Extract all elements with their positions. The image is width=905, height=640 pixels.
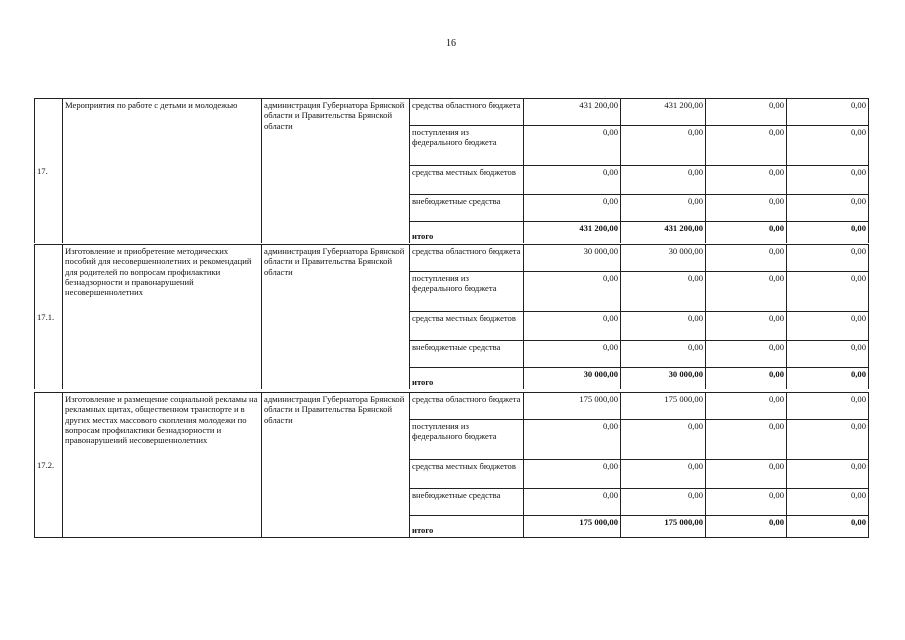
- funding-source: внебюджетные средства: [409, 194, 523, 221]
- amount-cell: 0,00: [786, 311, 869, 340]
- funding-source: средства областного бюджета: [409, 98, 523, 125]
- amount-cell: 0,00: [786, 515, 869, 538]
- section-number: 17.1.: [34, 244, 62, 389]
- page-number: 16: [446, 38, 456, 49]
- amount-cell: 431 200,00: [523, 98, 620, 125]
- section-number: 17.2.: [34, 392, 62, 538]
- funding-source: поступления из федерального бюджета: [409, 125, 523, 165]
- amount-cell: 0,00: [523, 311, 620, 340]
- amount-cell: 0,00: [620, 125, 705, 165]
- amount-cell: 0,00: [786, 125, 869, 165]
- amount-cell: 0,00: [786, 367, 869, 389]
- amount-cell: 0,00: [523, 340, 620, 367]
- funding-source: средства местных бюджетов: [409, 311, 523, 340]
- amount-cell: 0,00: [786, 392, 869, 419]
- executor-name: администрация Губернатора Брянской области и Правительства Брянской области: [261, 98, 409, 243]
- amount-cell: 0,00: [620, 340, 705, 367]
- amount-cell: 0,00: [523, 125, 620, 165]
- amount-cell: 0,00: [786, 271, 869, 311]
- amount-cell: 0,00: [523, 271, 620, 311]
- amount-cell: 431 200,00: [620, 221, 705, 243]
- amount-cell: 0,00: [523, 459, 620, 488]
- total-label: итого: [409, 515, 523, 538]
- amount-cell: 0,00: [620, 488, 705, 515]
- amount-cell: 175 000,00: [523, 515, 620, 538]
- amount-cell: 0,00: [786, 459, 869, 488]
- amount-cell: 0,00: [705, 459, 786, 488]
- amount-cell: 0,00: [705, 221, 786, 243]
- funding-source: средства местных бюджетов: [409, 165, 523, 194]
- amount-cell: 0,00: [786, 194, 869, 221]
- funding-source: средства областного бюджета: [409, 244, 523, 271]
- amount-cell: 0,00: [705, 244, 786, 271]
- funding-source: внебюджетные средства: [409, 340, 523, 367]
- amount-cell: 0,00: [705, 367, 786, 389]
- amount-cell: 0,00: [786, 165, 869, 194]
- amount-cell: 30 000,00: [620, 244, 705, 271]
- amount-cell: 0,00: [620, 271, 705, 311]
- amount-cell: 30 000,00: [523, 244, 620, 271]
- funding-source: средства местных бюджетов: [409, 459, 523, 488]
- amount-cell: 0,00: [705, 165, 786, 194]
- amount-cell: 0,00: [705, 271, 786, 311]
- amount-cell: 0,00: [705, 194, 786, 221]
- amount-cell: 0,00: [705, 125, 786, 165]
- amount-cell: 0,00: [705, 340, 786, 367]
- funding-source: средства областного бюджета: [409, 392, 523, 419]
- event-name: Изготовление и приобретение методических пособий для несовершеннолетних и рекомендаций для родителей по вопросам профилактики безнадзорности и правонарушений несовершеннолетних: [62, 244, 261, 389]
- amount-cell: 30 000,00: [620, 367, 705, 389]
- amount-cell: 0,00: [705, 98, 786, 125]
- section-number: 17.: [34, 98, 62, 243]
- amount-cell: 0,00: [620, 459, 705, 488]
- amount-cell: 0,00: [705, 311, 786, 340]
- event-name: Мероприятия по работе с детьми и молодежью: [62, 98, 261, 243]
- amount-cell: 0,00: [620, 311, 705, 340]
- amount-cell: 0,00: [786, 98, 869, 125]
- amount-cell: 0,00: [705, 515, 786, 538]
- event-name: Изготовление и размещение социальной рекламы на рекламных щитах, общественном транспорте и в других местах массового скопления молодежи по вопросам профилактики безнадзорности и правонарушений несовершеннолетних: [62, 392, 261, 538]
- amount-cell: 0,00: [620, 419, 705, 459]
- amount-cell: 0,00: [620, 194, 705, 221]
- amount-cell: 175 000,00: [523, 392, 620, 419]
- amount-cell: 0,00: [523, 194, 620, 221]
- amount-cell: 0,00: [705, 488, 786, 515]
- amount-cell: 0,00: [786, 340, 869, 367]
- amount-cell: 431 200,00: [523, 221, 620, 243]
- amount-cell: 0,00: [705, 392, 786, 419]
- amount-cell: 175 000,00: [620, 392, 705, 419]
- total-label: итого: [409, 367, 523, 389]
- amount-cell: 0,00: [786, 221, 869, 243]
- amount-cell: 175 000,00: [620, 515, 705, 538]
- total-label: итого: [409, 221, 523, 243]
- funding-source: внебюджетные средства: [409, 488, 523, 515]
- funding-source: поступления из федерального бюджета: [409, 271, 523, 311]
- funding-source: поступления из федерального бюджета: [409, 419, 523, 459]
- amount-cell: 0,00: [523, 419, 620, 459]
- amount-cell: 431 200,00: [620, 98, 705, 125]
- amount-cell: 0,00: [523, 488, 620, 515]
- amount-cell: 0,00: [705, 419, 786, 459]
- executor-name: администрация Губернатора Брянской области и Правительства Брянской области: [261, 244, 409, 389]
- amount-cell: 0,00: [786, 419, 869, 459]
- amount-cell: 30 000,00: [523, 367, 620, 389]
- executor-name: администрация Губернатора Брянской области и Правительства Брянской области: [261, 392, 409, 538]
- amount-cell: 0,00: [523, 165, 620, 194]
- amount-cell: 0,00: [786, 488, 869, 515]
- amount-cell: 0,00: [620, 165, 705, 194]
- amount-cell: 0,00: [786, 244, 869, 271]
